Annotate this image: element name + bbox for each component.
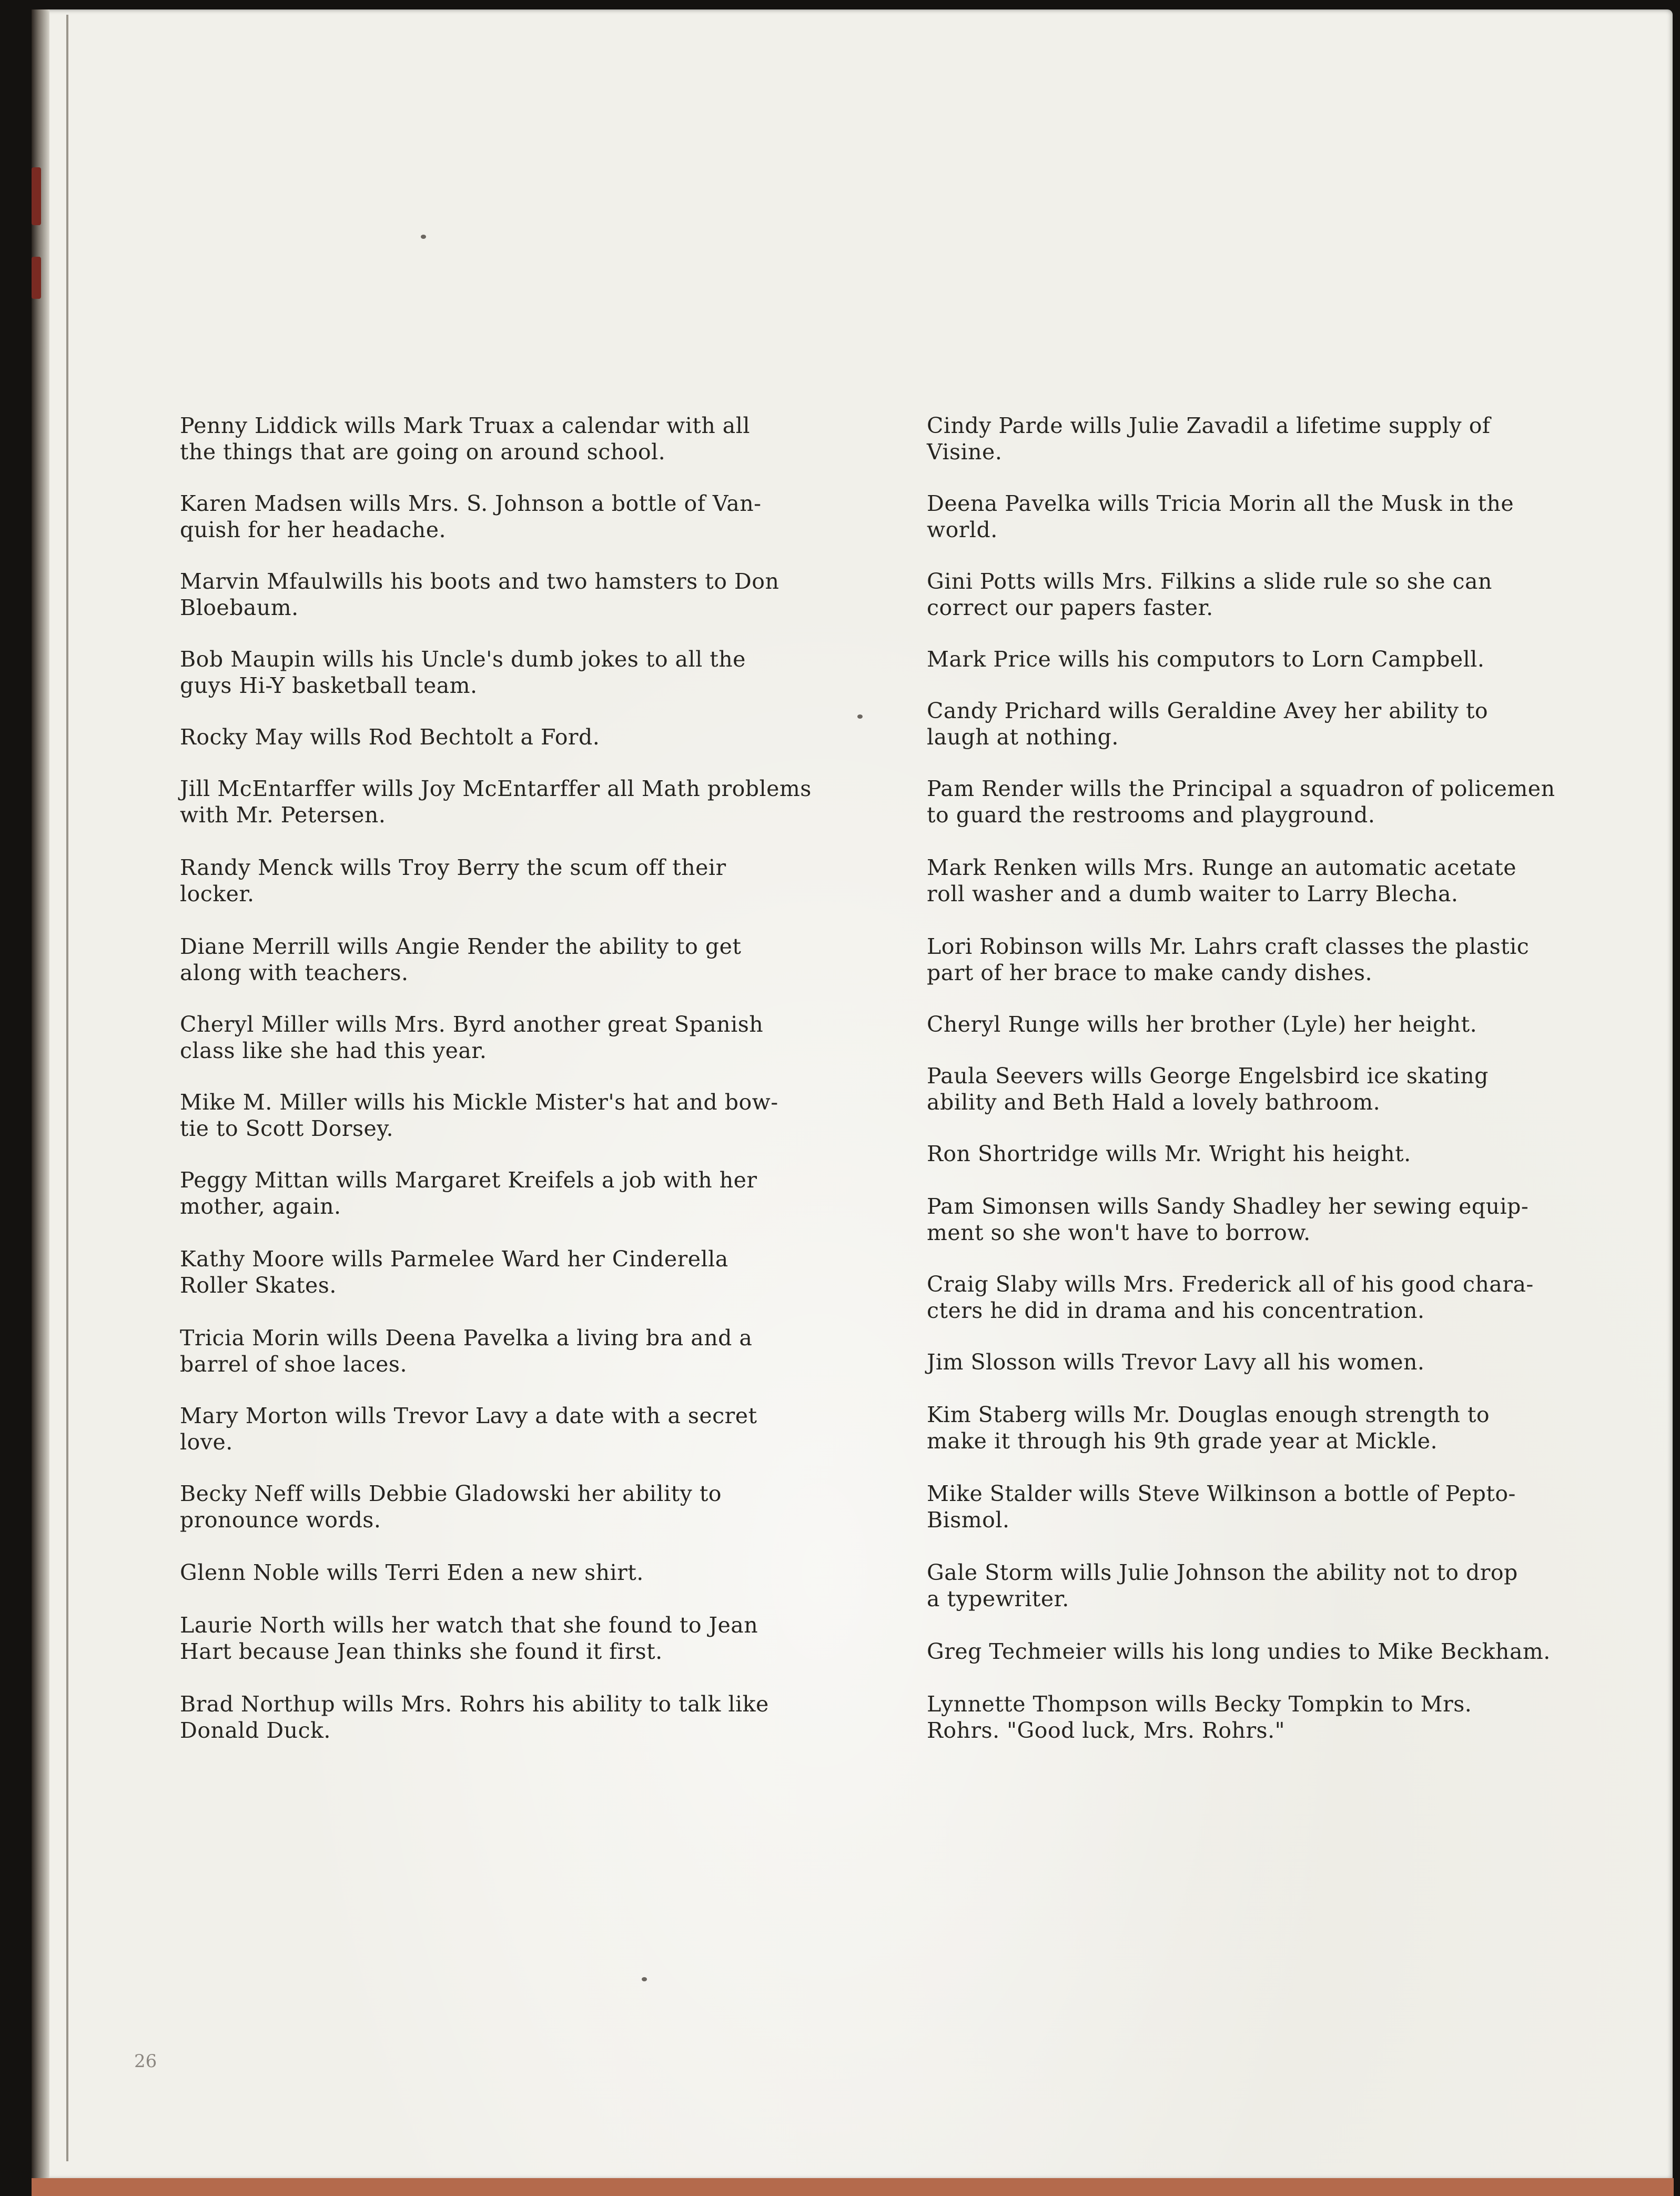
binding-stain (32, 167, 41, 225)
will-entry: Gale Storm wills Julie Johnson the ability not to drop a typewriter. (927, 1560, 1518, 1611)
will-entry: Paula Seevers wills George Engelsbird ice skating ability and Beth Hald a lovely bathroom. (927, 1063, 1489, 1115)
will-entry: Mike M. Miller wills his Mickle Mister's hat and bow- tie to Scott Dorsey. (180, 1090, 778, 1141)
binding-stain (32, 257, 41, 299)
will-entry: Cheryl Runge wills her brother (Lyle) her height. (927, 1012, 1477, 1037)
will-entry: Cheryl Miller wills Mrs. Byrd another great Spanish class like she had this year. (180, 1012, 764, 1063)
will-entry: Penny Liddick wills Mark Truax a calendar with all the things that are going on around school. (180, 413, 750, 465)
will-entry: Mark Price wills his computors to Lorn Campbell. (927, 647, 1485, 672)
will-entry: Diane Merrill wills Angie Render the ability to get along with teachers. (180, 934, 742, 985)
page-number: 26 (134, 2051, 157, 2072)
will-entry: Glenn Noble wills Terri Eden a new shirt. (180, 1560, 644, 1585)
will-entry: Pam Simonsen wills Sandy Shadley her sewing equip- ment so she won't have to borrow. (927, 1194, 1529, 1245)
will-entry: Peggy Mittan wills Margaret Kreifels a job with her mother, again. (180, 1167, 757, 1219)
will-entry: Randy Menck wills Troy Berry the scum off their locker. (180, 855, 726, 906)
page-binding-edge (32, 9, 49, 2180)
will-entry: Lori Robinson wills Mr. Lahrs craft classes the plastic part of her brace to make candy dishes. (927, 934, 1530, 985)
will-entry: Marvin Mfaulwills his boots and two hamsters to Don Bloebaum. (180, 569, 780, 620)
will-entry: Cindy Parde wills Julie Zavadil a lifetime supply of Visine. (927, 413, 1491, 465)
will-entry: Ron Shortridge wills Mr. Wright his height. (927, 1141, 1411, 1166)
will-entry: Pam Render wills the Principal a squadron of policemen to guard the restrooms and playground. (927, 776, 1555, 828)
will-entry: Greg Techmeier wills his long undies to Mike Beckham. (927, 1639, 1551, 1664)
will-entry: Mark Renken wills Mrs. Runge an automatic acetate roll washer and a dumb waiter to Larry Blecha. (927, 855, 1517, 906)
will-entry: Laurie North wills her watch that she found to Jean Hart because Jean thinks she found it first. (180, 1613, 758, 1664)
will-entry: Craig Slaby wills Mrs. Frederick all of his good chara- cters he did in drama and his concentration. (927, 1272, 1534, 1323)
will-entry: Bob Maupin wills his Uncle's dumb jokes to all the guys Hi-Y basketball team. (180, 647, 746, 698)
ink-speck (421, 235, 426, 239)
will-entry: Tricia Morin wills Deena Pavelka a living bra and a barrel of shoe laces. (180, 1325, 753, 1377)
will-entry: Deena Pavelka wills Tricia Morin all the Musk in the world. (927, 491, 1514, 542)
ink-speck (857, 714, 863, 719)
page-bottom-edge (32, 2178, 1674, 2196)
will-entry: Mary Morton wills Trevor Lavy a date with a secret love. (180, 1403, 757, 1455)
will-entry: Becky Neff wills Debbie Gladowski her ability to pronounce words. (180, 1481, 722, 1533)
will-entry: Jim Slosson wills Trevor Lavy all his women. (927, 1349, 1425, 1375)
yearbook-page (32, 9, 1673, 2180)
will-entry: Gini Potts wills Mrs. Filkins a slide rule so she can correct our papers faster. (927, 569, 1492, 620)
will-entry: Mike Stalder wills Steve Wilkinson a bottle of Pepto- Bismol. (927, 1481, 1516, 1533)
will-entry: Jill McEntarffer wills Joy McEntarffer all Math problems with Mr. Petersen. (180, 776, 812, 828)
will-entry: Rocky May wills Rod Bechtolt a Ford. (180, 724, 600, 750)
will-entry: Kathy Moore wills Parmelee Ward her Cinderella Roller Skates. (180, 1246, 728, 1298)
page-gutter-line (66, 15, 68, 2161)
will-entry: Kim Staberg wills Mr. Douglas enough strength to make it through his 9th grade year at Mickle. (927, 1402, 1490, 1454)
will-entry: Lynnette Thompson wills Becky Tompkin to Mrs. Rohrs. "Good luck, Mrs. Rohrs." (927, 1691, 1472, 1743)
will-entry: Karen Madsen wills Mrs. S. Johnson a bottle of Van- quish for her headache. (180, 491, 762, 542)
will-entry: Candy Prichard wills Geraldine Avey her ability to laugh at nothing. (927, 698, 1489, 750)
will-entry: Brad Northup wills Mrs. Rohrs his ability to talk like Donald Duck. (180, 1691, 769, 1743)
ink-speck (642, 1977, 647, 1981)
